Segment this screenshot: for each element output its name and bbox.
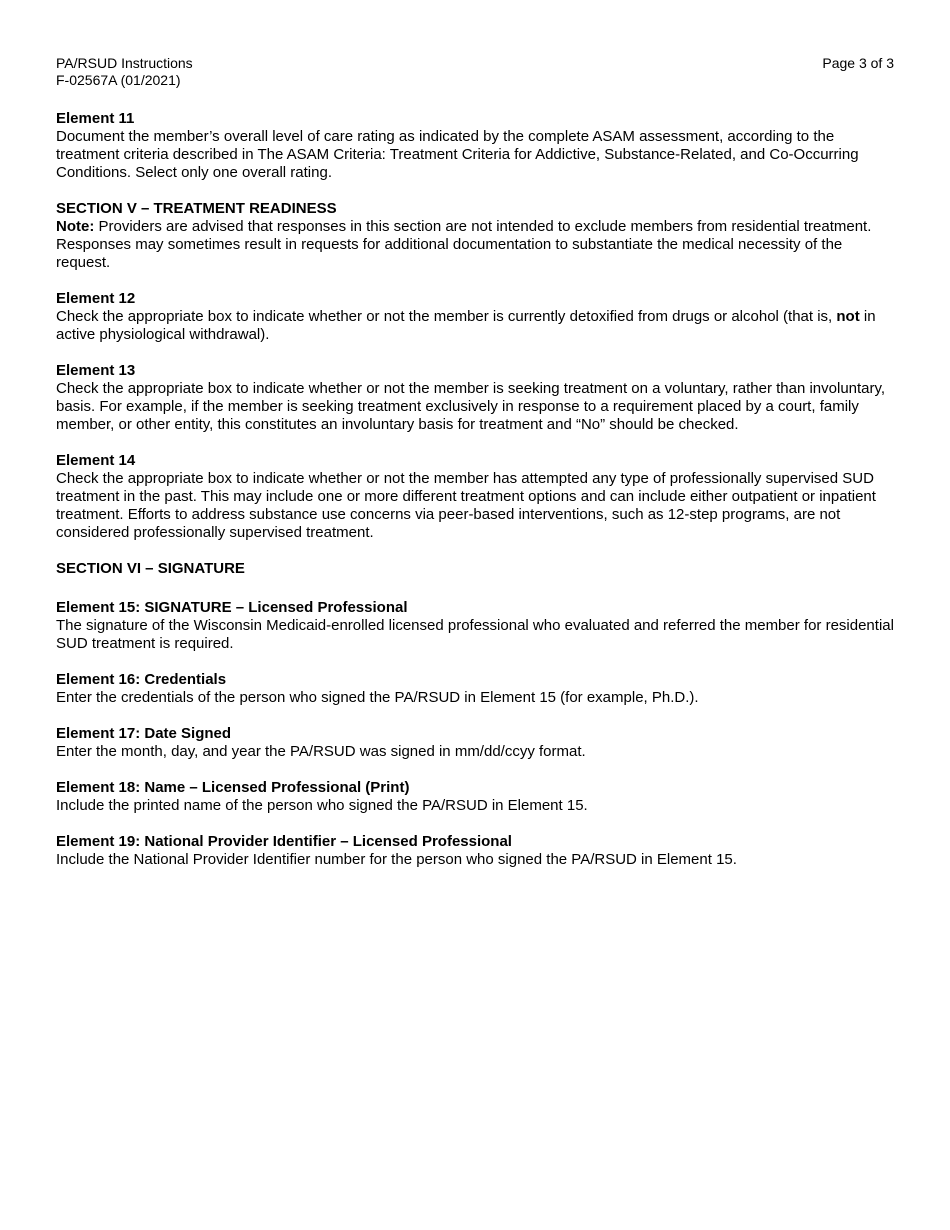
element-14-block [56,452,896,542]
element-17-text: Enter the month, day, and year the PA/RSUD was signed in mm/dd/ccyy format. [56,743,586,760]
element-12-text [56,308,896,344]
element-12-block [56,290,896,344]
element-18-text: Include the printed name of the person who signed the PA/RSUD in Element 15. [56,797,588,814]
document-page [56,55,896,887]
element-16-text: Enter the credentials of the person who signed the PA/RSUD in Element 15 (for example, Ph.D.). [56,689,699,706]
element-15-heading: Element 15: SIGNATURE – Licensed Professional [56,599,408,616]
element-16-heading: Element 16: Credentials [56,671,227,688]
section-5-note [56,218,896,272]
element-16-block [56,671,896,707]
element-11-block [56,110,896,182]
form-number: F-02567A (01/2021) [56,72,181,88]
element-11-text: Document the member’s overall level of care rating as indicated by the complete ASAM assessment, according to the treatment criteria described in The ASAM Criteria: Treatment Criteria for Addictive, Substance-Related, and Co-Occurring Conditions. Select only one overall rating. [56,128,859,181]
note-label: Note: [56,218,95,235]
element-19-text: Include the National Provider Identifier number for the person who signed the PA/RSUD in Element 15. [56,851,737,868]
section-5-block [56,200,896,272]
element-12-text-bold: not [836,308,860,325]
section-6-block [56,560,896,578]
element-15-block [56,599,896,653]
element-17-block [56,725,896,761]
element-13-heading: Element 13 [56,362,136,379]
page-header [56,55,896,91]
page-number: Page 3 of 3 [822,55,894,71]
element-17-heading: Element 17: Date Signed [56,725,232,742]
element-19-block [56,833,896,869]
element-12-text-b: in active physiological withdrawal). [56,308,876,343]
element-13-text: Check the appropriate box to indicate whether or not the member is seeking treatment on a voluntary, rather than involuntary, basis. For example, if the member is seeking treatment exclusively in response to a requirement placed by a court, family member, or other entity, this constitutes an involuntary basis for treatment and “No” should be checked. [56,380,886,433]
element-14-heading: Element 14 [56,452,136,469]
element-19-heading: Element 19: National Provider Identifier – Licensed Professional [56,833,512,850]
element-14-text: Check the appropriate box to indicate whether or not the member has attempted any type of professionally supervised SUD treatment in the past. This may include one or more different treatment options and can include either outpatient or inpatient treatment. Efforts to address substance use concerns via peer-based interventions, such as 12-step programs, are not considered professionally supervised treatment. [56,470,876,541]
note-text: Providers are advised that responses in this section are not intended to exclude members from residential treatment. Responses may sometimes result in requests for additional documentation to substantiate the medical necessity of the request. [56,218,872,271]
section-5-heading: SECTION V – TREATMENT READINESS [56,200,337,217]
element-18-block [56,779,896,815]
doc-title: PA/RSUD Instructions [56,55,193,71]
section-6-heading: SECTION VI – SIGNATURE [56,560,245,577]
element-11-heading: Element 11 [56,110,135,127]
header-left [56,55,193,89]
element-12-text-a: Check the appropriate box to indicate whether or not the member is currently detoxified from drugs or alcohol (that is, [56,308,837,325]
element-13-block [56,362,896,434]
element-18-heading: Element 18: Name – Licensed Professional (Print) [56,779,410,796]
element-15-text: The signature of the Wisconsin Medicaid-enrolled licensed professional who evaluated and referred the member for residential SUD treatment is required. [56,617,894,652]
element-12-heading: Element 12 [56,290,136,307]
